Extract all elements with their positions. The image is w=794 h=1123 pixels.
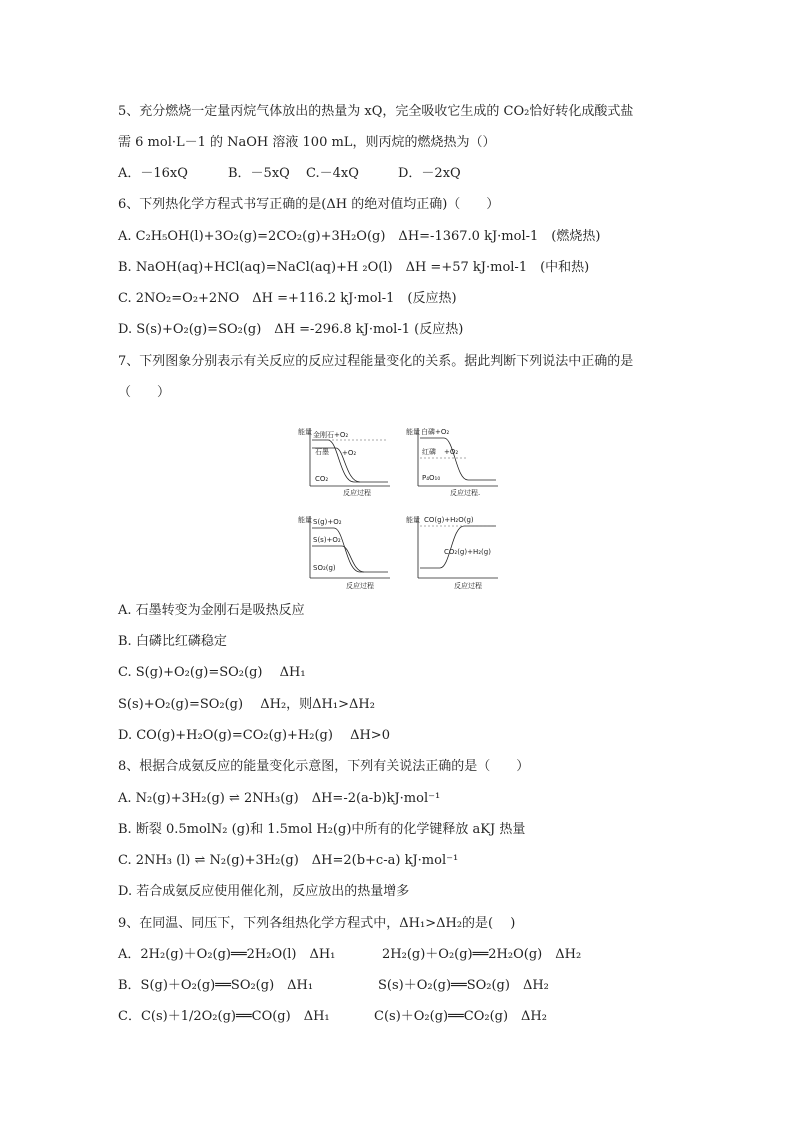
g3-top-label: S(g)+O₂ [313, 518, 342, 526]
g1-mid-label: 石墨 [315, 448, 329, 456]
q6-stem: 6、下列热化学方程式书写正确的是(ΔH 的绝对值均正确)（ ） [118, 197, 500, 212]
g4-xlabel: 反应过程 [454, 582, 482, 589]
q5-option-c: C.－4xQ [306, 166, 359, 181]
g4-top-label: CO(g)+H₂O(g) [424, 516, 474, 524]
q9-option-a-eq1: A．2H₂(g)＋O₂(g)══2H₂O(l) ΔH₁ [118, 947, 336, 962]
q7-option-a: A. 石墨转变为金刚石是吸热反应 [118, 603, 305, 618]
q9-option-b-eq2: S(s)＋O₂(g)══SO₂(g) ΔH₂ [378, 978, 549, 993]
q7-option-b: B. 白磷比红磷稳定 [118, 634, 227, 649]
g1-top-label: 金刚石+O₂ [313, 431, 349, 439]
q6-option-b: B. NaOH(aq)+HCl(aq)=NaCl(aq)+H ₂O(l) ΔH =+57 kJ·mol-1 (中和热) [118, 260, 590, 275]
q8-option-b: B. 断裂 0.5molN₂ (g)和 1.5mol H₂(g)中所有的化学键释放 aKJ 热量 [118, 822, 526, 837]
g3-ylabel: 能量 [298, 516, 312, 524]
q9-option-c-eq2: C(s)＋O₂(g)══CO₂(g) ΔH₂ [374, 1009, 547, 1024]
q5-option-a: A．－16xQ [118, 166, 188, 181]
g2-ylabel: 能量 [406, 428, 420, 436]
q5-option-d: D．－2xQ [398, 166, 461, 181]
g1-bottom-label: CO₂ [315, 475, 329, 483]
g1-mid2-label: +O₂ [342, 449, 357, 457]
energy-graph-4 [406, 515, 498, 589]
q9-stem: 9、在同温、同压下，下列各组热化学方程式中，ΔH₁>ΔH₂的是( ) [118, 916, 516, 931]
q6-option-c: C. 2NO₂=O₂+2NO ΔH =+116.2 kJ·mol-1 (反应热) [118, 291, 457, 306]
g2-mid-label: 红磷 [422, 448, 436, 456]
q5-stem-line2: 需 6 mol·L－1 的 NaOH 溶液 100 mL，则丙烷的燃烧热为（） [118, 135, 496, 150]
q9-option-b-eq1: B．S(g)＋O₂(g)══SO₂(g) ΔH₁ [118, 978, 314, 993]
g1-ylabel: 能量 [298, 428, 312, 436]
g4-ylabel: 能量 [406, 516, 420, 524]
q8-stem: 8、根据合成氨反应的能量变化示意图，下列有关说法正确的是（ ） [118, 759, 530, 774]
g4-curve [420, 526, 496, 568]
q7-option-d: D. CO(g)+H₂O(g)=CO₂(g)+H₂(g) ΔH>0 [118, 728, 390, 743]
g2-xlabel: 反应过程. [450, 489, 481, 497]
g3-mid-label: S(s)+O₂ [313, 536, 341, 544]
g1-xlabel: 反应过程 [343, 489, 371, 497]
q8-option-c: C. 2NH₃ (l) ⇌ N₂(g)+3H₂(g) ΔH=2(b+c-a) kJ·mol⁻¹ [118, 853, 459, 868]
q9-option-c-eq1: C．C(s)＋1/2O₂(g)══CO(g) ΔH₁ [118, 1009, 330, 1024]
q9-option-a-eq2: 2H₂(g)＋O₂(g)══2H₂O(g) ΔH₂ [382, 947, 582, 962]
g2-bottom-label: P₄O₁₀ [422, 474, 441, 482]
q5-option-b: B．－5xQ [228, 166, 290, 181]
g2-mid2-label: +O₂ [444, 448, 459, 456]
energy-diagrams-figure [298, 424, 508, 589]
q7-paren: （ ） [118, 385, 171, 400]
g3-bottom-label: SO₂(g) [313, 564, 336, 572]
q7-stem: 7、下列图象分别表示有关反应的反应过程能量变化的关系。据此判断下列说法中正确的是 [118, 354, 634, 369]
energy-graph-3 [298, 515, 390, 589]
g4-bottom-label: CO₂(g)+H₂(g) [444, 548, 491, 556]
q8-option-a: A. N₂(g)+3H₂(g) ⇌ 2NH₃(g) ΔH=-2(a-b)kJ·mol⁻¹ [118, 791, 441, 806]
q8-option-d: D. 若合成氨反应使用催化剂，反应放出的热量增多 [118, 884, 410, 899]
energy-graph-2 [406, 427, 498, 497]
q7-option-c-line2: S(s)+O₂(g)=SO₂(g) ΔH₂，则ΔH₁>ΔH₂ [118, 697, 375, 712]
q6-option-d: D. S(s)+O₂(g)=SO₂(g) ΔH =-296.8 kJ·mol-1 (反应热) [118, 322, 464, 337]
energy-graph-1 [298, 427, 390, 497]
g3-xlabel: 反应过程 [346, 582, 374, 589]
q7-option-c-line1: C. S(g)+O₂(g)=SO₂(g) ΔH₁ [118, 665, 306, 680]
g2-top-label: 白磷+O₂ [421, 428, 450, 436]
q5-stem-line1: 5、充分燃烧一定量丙烷气体放出的热量为 xQ，完全吸收它生成的 CO₂恰好转化成酸式盐 [118, 104, 634, 119]
q6-option-a: A. C₂H₅OH(l)+3O₂(g)=2CO₂(g)+3H₂O(g) ΔH=-1367.0 kJ·mol-1 (燃烧热) [118, 229, 601, 244]
